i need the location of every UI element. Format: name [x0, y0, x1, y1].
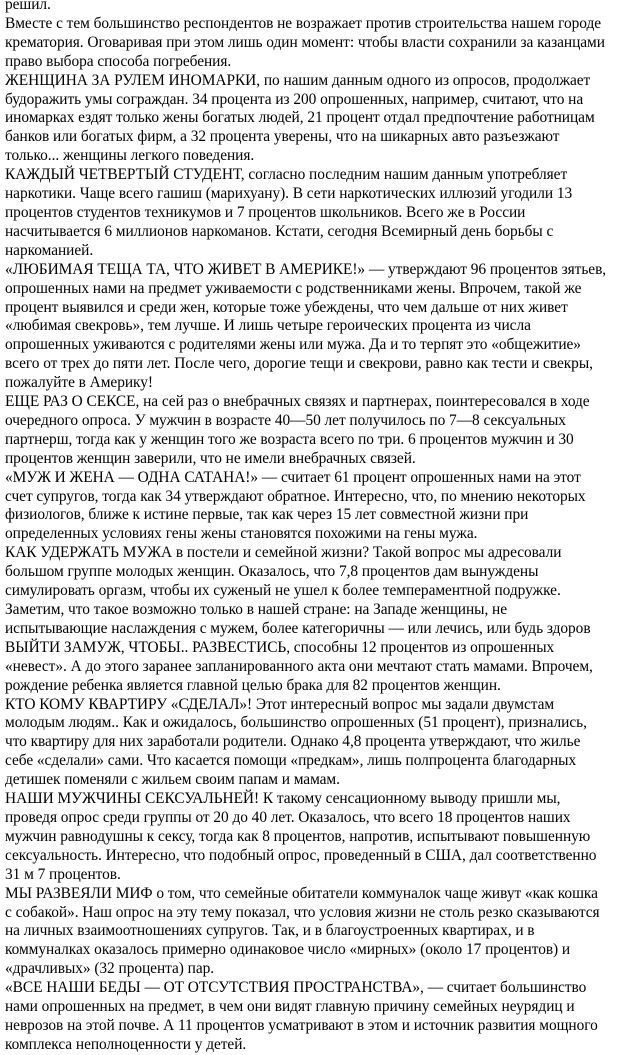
paragraph-woman-driver: ЖЕНЩИНА ЗА РУЛЕМ ИНОМАРКИ, по нашим данным одного из опросов, продолжает будоражить умы сограждан. 34 процента из 200 опрошенных, например, считают, что на иномарках ездят только жены богатых людей, 21 процент отдал предпочтение работницам банков или богатых фирм, а 32 процента уверены, что на шикарных авто разъезжают только... женщины легкого поведения. — [5, 71, 595, 165]
paragraph-space: «ВСЕ НАШИ БЕДЫ — ОТ ОТСУТСТВИЯ ПРОСТРАНСТВА», — считает большинство нами опрошенных на предмет, в чем они видят главную причину семейных неурядиц и неврозов на этой почве. А 11 процентов усматривают в этом и источник развития мощного комплекса неполноценности у детей. — [5, 979, 598, 1053]
paragraph-marry-divorce: ВЫЙТИ ЗАМУЖ, ЧТОБЫ.. РАЗВЕСТИСЬ, способны 12 процентов из опрошенных «невест». А до этого заранее запланированного акта они мечтают стать мамами. Впрочем, рождение ребенка является главной целью брака для 82 процентов женщин. — [5, 638, 593, 694]
paragraph-continuation: решил. — [5, 0, 51, 13]
paragraph-crematorium: Вместе с тем большинство респондентов не возражает против строительства нашем городе крематория. Оговаривая при этом лишь один момент: чтобы власти сохранили за казанцами право выбора способа погребения. — [5, 14, 605, 70]
paragraph-apartment: КТО КОМУ КВАРТИРУ «СДЕЛАЛ»! Этот интересный вопрос мы задали двумстам молодым людям.. Как и ожидалось, большинство опрошенных (51 процент), признались, что квартиру для них заработали родители. Однако 4,8 процента утверждают, что жилье себе «сделали» сами. Что касается помощи «предкам», лишь полпроцента благодарных детишек поменяли с жильем своим папам и мамам. — [5, 695, 587, 789]
paragraph-keep-husband: КАК УДЕРЖАТЬ МУЖА в постели и семейной жизни? Такой вопрос мы адресовали большом группе молодых женщин. Оказалось, что 7,8 процентов дам вынуждены симулировать оргазм, чтобы их суженый не ушел к более темпераментной подружке. Заметим, что такое возможно только в нашей стране: на Западе женщины, не испытывающие наслаждения с мужем, более категоричны — или лечись, или будь здоров — [5, 544, 591, 637]
paragraph-husband-wife: «МУЖ И ЖЕНА — ОДНА САТАНА!» — считает 61 процент опрошенных нами на этот счет супругов, тогда как 34 утверждают обратное. Интересно, что, по мнению некоторых физиологов, ближе к истине первые, так как через 15 лет совместной жизни при определенных условиях гены жены становятся похожими на гены мужа. — [5, 468, 586, 543]
paragraph-students: КАЖДЫЙ ЧЕТВЕРТЫЙ СТУДЕНТ, согласно последним нашим данным употребляет наркотики. Чаще всего гашиш (марихуану). В сети наркотических иллюзий угодили 13 процентов студентов техникумов и 7 процентов школьников. Всего же в России насчитывается 6 миллионов наркоманов. Кстати, сегодня Всемирный день борьбы с наркоманией. — [5, 166, 573, 259]
paragraph-mother-in-law: «ЛЮБИМАЯ ТЕЩА ТА, ЧТО ЖИВЕТ В АМЕРИКЕ!» — утверждают 96 процентов зятьев, опрошенных нами на предмет уживаемости с родственниками жены. Впрочем, такой же процент выявился и среди жен, которые тоже убеждены, что чем дальше от них живет «любимая свекровь», тем лучше. И лишь четыре героических процента из числа опрошенных уживаются с родителями жены или мужа. Да и то терпят это «общежитие» всего от трех до пяти лет. После чего, дорогие тещи и свекрови, равно как тести и свекры, пожалуйте в Америку! — [5, 260, 607, 392]
paragraph-myth: МЫ РАЗВЕЯЛИ МИФ о том, что семейные обитатели коммуналок чаще живут «как кошка с собакой». Наш опрос на эту тему показал, что условия жизни не столь резко сказываются на личных взаимоотношениях супругов. Так, и в благоустроенных квартирах, и в коммуналках оказалось примерно одинаковое число «мирных» (около 17 процентов) и «драчливых» (32 процента) пар. — [5, 884, 600, 978]
paragraph-men-sexuality: НАШИ МУЖЧИНЫ СЕКСУАЛЬНЕЙ! К такому сенсационному выводу пришли мы, проведя опрос среди группы от 20 до 40 лет. Оказалось, что всего 18 процентов наших мужчин равнодушны к сексу, тогда как 8 процентов, напротив, испытывают повышенную сексуальность. Интересно, что подобный опрос, проведенный в США, дал соответственно 31 м 7 процентов. — [5, 790, 597, 883]
paragraph-sex: ЕЩЕ РАЗ О СЕКСЕ, на сей раз о внебрачных связях и партнерах, поинтересовался в ходе очередного опроса. У мужчин в возрасте 40—50 лет получилось по 7—8 сексуальных партнерш, тогда как у женщин того же возраста всего по три. 6 процентов мужчин и 30 процентов женщин заверили, что не имели внебрачных связей. — [5, 393, 590, 467]
